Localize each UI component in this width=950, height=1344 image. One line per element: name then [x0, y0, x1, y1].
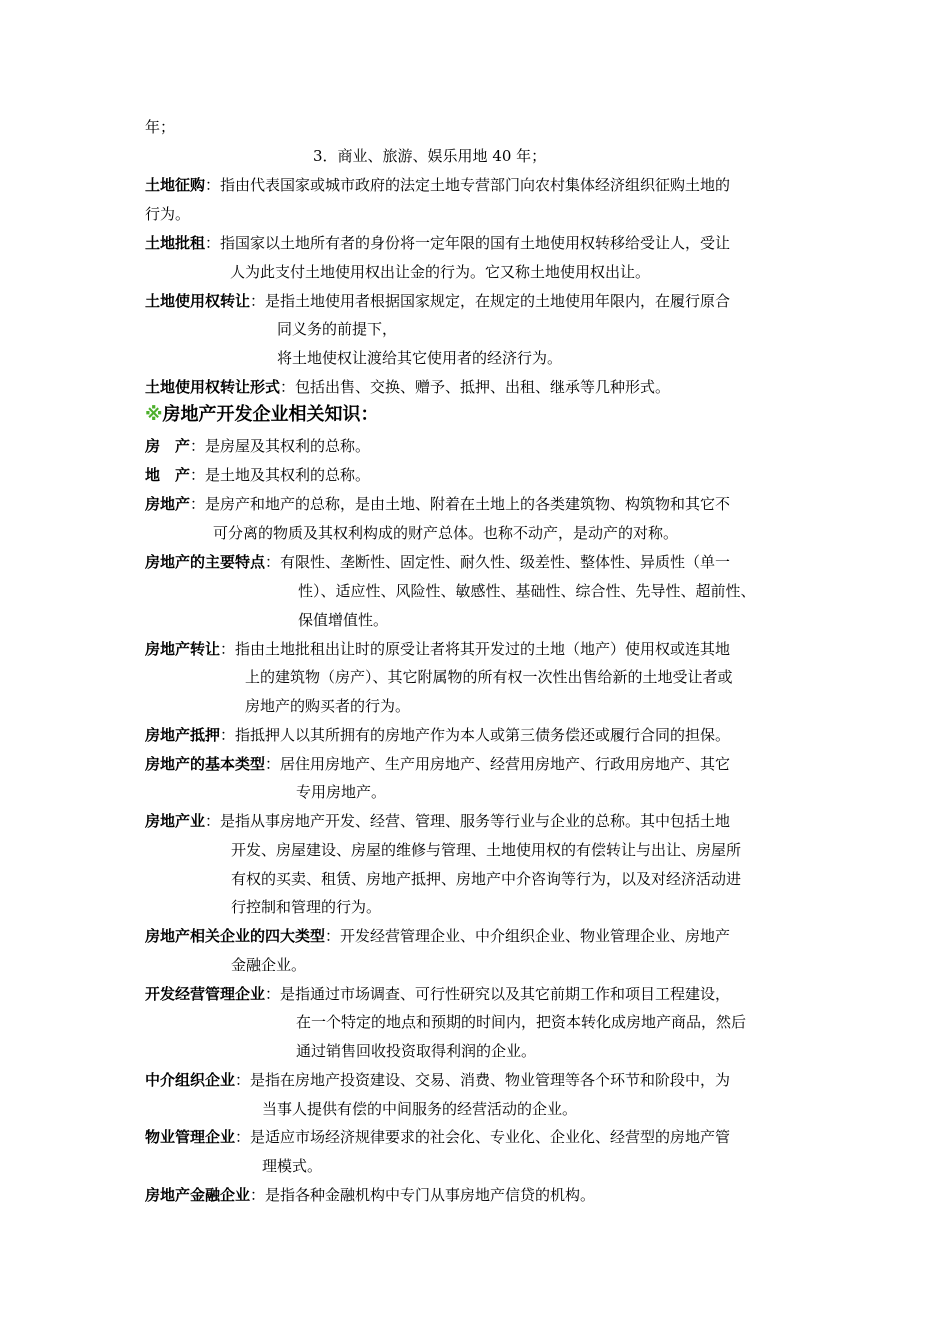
definition-text: 指由代表国家或城市政府的法定土地专营部门向农村集体经济组织征购土地的	[220, 176, 731, 194]
definition-text: 人为此支付土地使用权出让金的行为。它又称土地使用权出让。	[230, 263, 651, 281]
term-label: 房地产业	[145, 812, 206, 830]
term-label: 地 产	[145, 466, 191, 484]
term-label: 土地征购	[145, 176, 206, 194]
definition-text: 是指土地使用者根据国家规定，在规定的土地使用年限内，在履行原合	[265, 292, 731, 310]
definition-text: 指抵押人以其所拥有的房地产作为本人或第三债务偿还或履行合同的担保。	[235, 726, 731, 744]
definition-text: 金融企业。	[231, 956, 307, 974]
definition-text: 有限性、垄断性、固定性、耐久性、级差性、整体性、异质性（单一	[280, 553, 731, 571]
definition-text: 指国家以土地所有者的身份将一定年限的国有土地使用权转移给受让人，受让	[220, 234, 731, 252]
term-label: 房 产	[145, 437, 191, 455]
term-label: 房地产的基本类型	[145, 755, 266, 773]
definition-text: 是房屋及其权利的总称。	[205, 437, 371, 455]
term-label: 房地产金融企业	[145, 1186, 251, 1204]
term-label: 房地产相关企业的四大类型	[145, 927, 326, 945]
definition-text: 当事人提供有偿的中间服务的经营活动的企业。	[262, 1100, 578, 1118]
definition-text: 是指各种金融机构中专门从事房地产信贷的机构。	[265, 1186, 596, 1204]
intro-line-2: 3．商业、旅游、娱乐用地 40 年；	[313, 147, 547, 165]
definition-text: 指由土地批租出让时的原受让者将其开发过的土地（地产）使用权或连其地	[235, 640, 731, 658]
term-label: 物业管理企业	[145, 1128, 236, 1146]
document-page: 年； 3．商业、旅游、娱乐用地 40 年； 土地征购：指由代表国家或城市政府的法定土地专营部门向农村集体经济组织征购土地的 行为。 土地批租：指国家以土地所有者的身份将一定年限的国有土地使用权转移给受让人，受让 人为此支付土地使用权出让金的行为。它又称土地使用权出让。 土地使用权转让：是指土地使用者根据国家规定，在规定的土地使用年限内，在履行原合 同义务的前提下， 将土地使权让渡给其它使用者的经济行为。 土地使用权转让形式：包括出售、交换、赠予、抵押、出租、继承等几种形式。 ※房地产开发企业相关知识： 房 产：是房屋及其权利的总称。 地 产：是土地及其权利的总称。 房地产：是房产和地产的总称，是由土地、附着在土地上的各类建筑物、构筑物和其它不 可分离的物质及其权利构成的财产总体。也称不动产，是动产的对称。 房地产的主要特点：有限性、垄断性、固定性、耐久性、级差性、整体性、异质性（单一 性）、适应性、风险性、敏感性、基础性、综合性、先导性、超前性、 保值增值性。 房地产转让：指由土地批租出让时的原受让者将其开发过的土地（地产）使用权或连其地 上的建筑物（房产）、其它附属物的所有权一次性出售给新的土地受让者或 房地产的购买者的行为。 房地产抵押：指抵押人以其所拥有的房地产作为本人或第三债务偿还或履行合同的担保。 房地产的基本类型：居住用房地产、生产用房地产、经营用房地产、行政用房地产、其它 专用房地产。 房地产业：是指从事房地产开发、经营、管理、服务等行业与企业的总称。其中包括土地 开发、房屋建设、房屋的维修与管理、土地使用权的有偿转让与出让、房屋所 有权的买卖、租赁、房地产抵押、房地产中介咨询等行为，以及对经济活动进 行控制和管理的行为。 房地产相关企业的四大类型：开发经营管理企业、中介组织企业、物业管理企业、房地产 金融企业。 开发经营管理企业：是指通过市场调查、可行性研究以及其它前期工作和项目工程建设， 在一个特定的地点和预期的时间内，把资本转化成房地产商品，然后 通过销售回收投资取得利润的企业。 中介组织企业：是指在房地产投资建设、交易、消费、物业管理等各个环节和阶段中，为 当事人提供有偿的中间服务的经营活动的企业。 物业管理企业：是适应市场经济规律要求的社会化、专业化、企业化、经营型的房地产管 理模式。 房地产金融企业：是指各种金融机构中专门从事房地产信贷的机构。	[145, 118, 756, 1204]
term-label: 土地使用权转让	[145, 292, 251, 310]
definition-text: 房地产的购买者的行为。	[245, 697, 411, 715]
definition-text: 上的建筑物（房产）、其它附属物的所有权一次性出售给新的土地受让者或	[245, 668, 733, 686]
term-label: 土地使用权转让形式	[145, 378, 281, 396]
definition-text: 包括出售、交换、赠予、抵押、出租、继承等几种形式。	[295, 378, 671, 396]
definition-text: 是指通过市场调查、可行性研究以及其它前期工作和项目工程建设，	[280, 985, 731, 1003]
definition-text: 理模式。	[262, 1157, 323, 1175]
definition-text: 可分离的物质及其权利构成的财产总体。也称不动产，是动产的对称。	[213, 524, 679, 542]
definition-text: 行为。	[145, 205, 191, 223]
definition-text: 保值增值性。	[298, 611, 389, 629]
intro-line-1: 年；	[145, 118, 176, 136]
term-label: 房地产的主要特点	[145, 553, 266, 571]
definition-text: 同义务的前提下，	[277, 320, 398, 338]
definition-text: 是适应市场经济规律要求的社会化、专业化、企业化、经营型的房地产管	[250, 1128, 731, 1146]
definition-text: 将土地使权让渡给其它使用者的经济行为。	[277, 349, 563, 367]
term-label: 房地产	[145, 495, 191, 513]
term-label: 房地产抵押	[145, 726, 221, 744]
definition-text: 是指从事房地产开发、经营、管理、服务等行业与企业的总称。其中包括土地	[220, 812, 731, 830]
definition-text: 是房产和地产的总称，是由土地、附着在土地上的各类建筑物、构筑物和其它不	[205, 495, 731, 513]
definition-text: 在一个特定的地点和预期的时间内，把资本转化成房地产商品，然后	[296, 1013, 747, 1031]
term-label: 土地批租	[145, 234, 206, 252]
section-heading: ※房地产开发企业相关知识：	[145, 404, 379, 425]
definition-text: 是土地及其权利的总称。	[205, 466, 371, 484]
term-label: 开发经营管理企业	[145, 985, 266, 1003]
definition-text: 居住用房地产、生产用房地产、经营用房地产、行政用房地产、其它	[280, 755, 731, 773]
definition-text: 通过销售回收投资取得利润的企业。	[296, 1042, 537, 1060]
term-label: 房地产转让	[145, 640, 221, 658]
definition-text: 是指在房地产投资建设、交易、消费、物业管理等各个环节和阶段中，为	[250, 1071, 731, 1089]
reference-mark-icon: ※	[145, 404, 163, 425]
definition-text: 开发、房屋建设、房屋的维修与管理、土地使用权的有偿转让与出让、房屋所	[231, 841, 742, 859]
definition-text: 开发经营管理企业、中介组织企业、物业管理企业、房地产	[340, 927, 731, 945]
definition-text: 有权的买卖、租赁、房地产抵押、房地产中介咨询等行为，以及对经济活动进	[231, 870, 742, 888]
definition-text: 行控制和管理的行为。	[231, 898, 382, 916]
term-label: 中介组织企业	[145, 1071, 236, 1089]
definition-text: 性）、适应性、风险性、敏感性、基础性、综合性、先导性、超前性、	[298, 582, 756, 600]
definition-text: 专用房地产。	[296, 783, 387, 801]
